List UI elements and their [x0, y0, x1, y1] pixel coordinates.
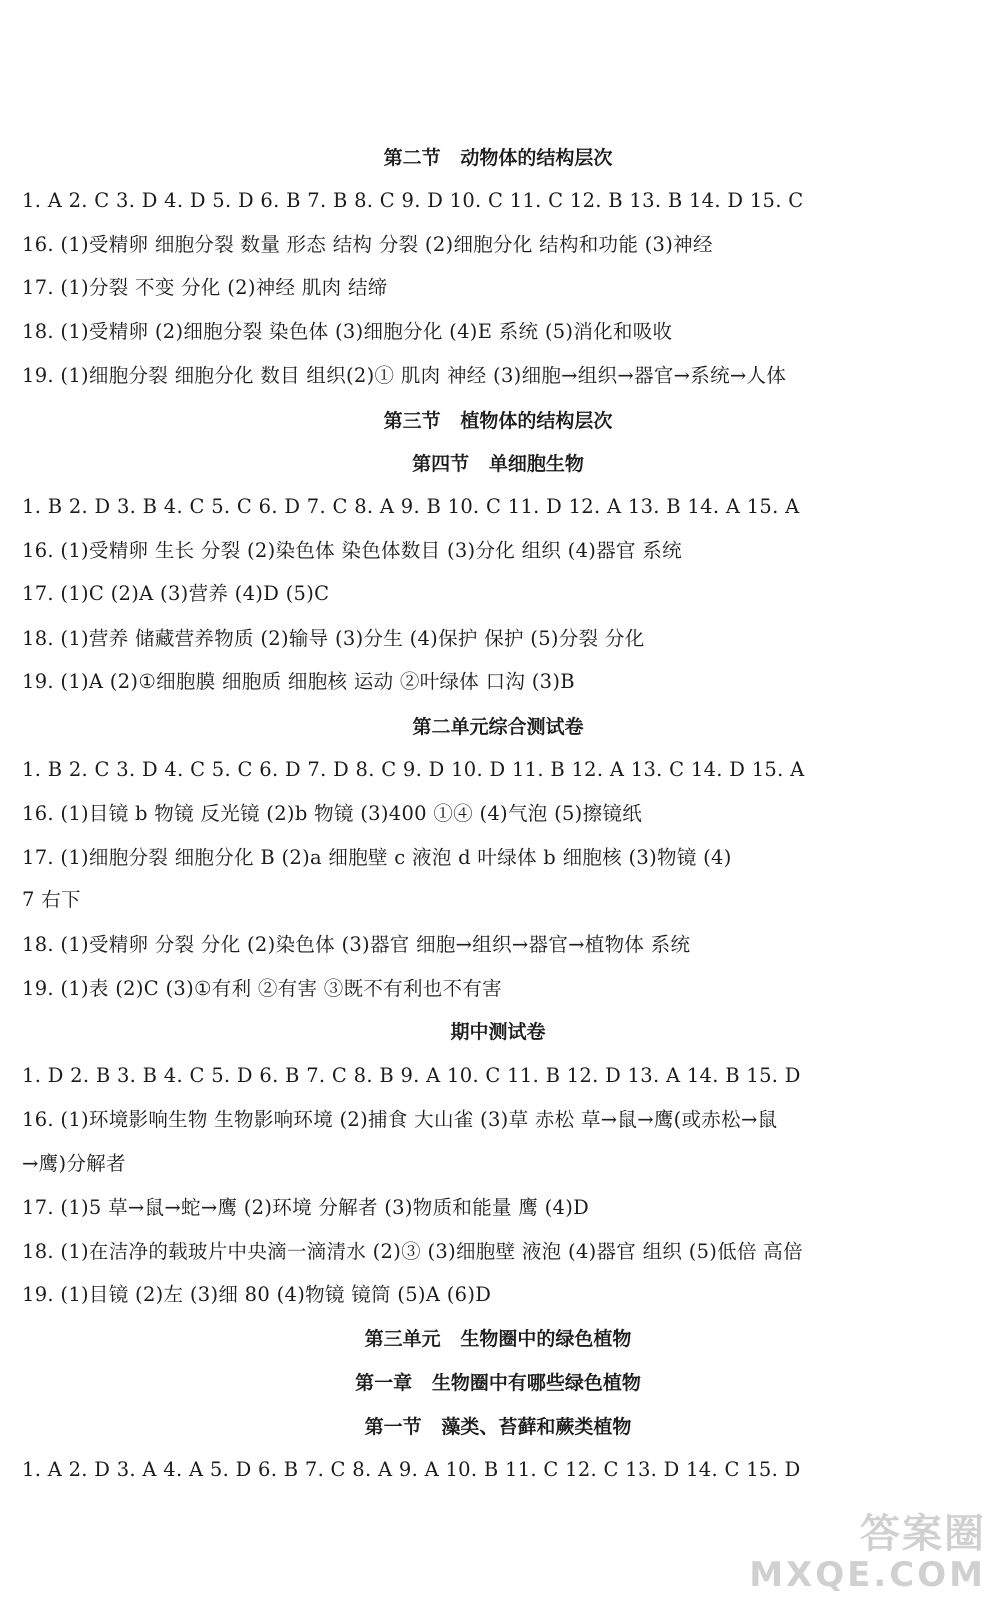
answer-line: 19. (1)目镜 (2)左 (3)细 80 (4)物镜 镜筒 (5)A (6)D: [22, 1283, 492, 1306]
answer-line: 19. (1)A (2)①细胞膜 细胞质 细胞核 运动 ②叶绿体 口沟 (3)B: [22, 670, 575, 693]
answer-line: 1. B 2. D 3. B 4. C 5. C 6. D 7. C 8. A 9. B 10. C 11. D 12. A 13. B 14. A 15. A: [22, 495, 800, 518]
section-heading: 期中测试卷: [450, 1021, 546, 1043]
answer-line: 18. (1)营养 储藏营养物质 (2)输导 (3)分生 (4)保护 保护 (5)分裂 分化: [22, 627, 645, 650]
answer-line: 16. (1)受精卵 细胞分裂 数量 形态 结构 分裂 (2)细胞分化 结构和功能 (3)神经: [22, 233, 713, 256]
answer-line: 19. (1)表 (2)C (3)①有利 ②有害 ③既不有利也不有害: [22, 977, 502, 1000]
answer-line: 18. (1)受精卵 分裂 分化 (2)染色体 (3)器官 细胞→组织→器官→植物体 系统: [22, 933, 691, 956]
answer-line: 7 右下: [22, 888, 81, 911]
section-heading: 第四节 单细胞生物: [412, 453, 584, 475]
section-heading: 第一节 藻类、苔藓和蕨类植物: [364, 1416, 632, 1438]
section-heading: 第三节 植物体的结构层次: [383, 410, 613, 432]
section-heading: 第一章 生物圈中有哪些绿色植物: [355, 1372, 641, 1394]
answer-line: 17. (1)C (2)A (3)营养 (4)D (5)C: [22, 582, 330, 605]
section-heading: 第二单元综合测试卷: [412, 716, 584, 738]
answer-line: 1. D 2. B 3. B 4. C 5. D 6. B 7. C 8. B 9. A 10. C 11. B 12. D 13. A 14. B 15. D: [22, 1064, 801, 1087]
watermark-logo: [749, 1512, 986, 1594]
answer-line: 17. (1)细胞分裂 细胞分化 B (2)a 细胞壁 c 液泡 d 叶绿体 b 细胞核 (3)物镜 (4): [22, 846, 732, 869]
answer-line: 17. (1)分裂 不变 分化 (2)神经 肌肉 结缔: [22, 276, 388, 299]
answer-line: 19. (1)细胞分裂 细胞分化 数目 组织(2)① 肌肉 神经 (3)细胞→组织→器官→系统→人体: [22, 364, 787, 387]
section-heading: 第三单元 生物圈中的绿色植物: [364, 1328, 632, 1350]
answer-line: 1. A 2. D 3. A 4. A 5. D 6. B 7. C 8. A 9. A 10. B 11. C 12. C 13. D 14. C 15. D: [22, 1458, 801, 1481]
answer-line: 16. (1)受精卵 生长 分裂 (2)染色体 染色体数目 (3)分化 组织 (4)器官 系统: [22, 539, 682, 562]
watermark-bottom: MXQE.COM: [749, 1555, 986, 1595]
answer-line: 1. A 2. C 3. D 4. D 5. D 6. B 7. B 8. C 9. D 10. C 11. C 12. B 13. B 14. D 15. C: [22, 189, 804, 212]
answer-line: 1. B 2. C 3. D 4. C 5. C 6. D 7. D 8. C 9. D 10. D 11. B 12. A 13. C 14. D 15. A: [22, 758, 805, 781]
answer-line: 18. (1)受精卵 (2)细胞分裂 染色体 (3)细胞分化 (4)E 系统 (5)消化和吸收: [22, 320, 673, 343]
answer-line: 16. (1)环境影响生物 生物影响环境 (2)捕食 大山雀 (3)草 赤松 草→鼠→鹰(或赤松→鼠: [22, 1108, 778, 1131]
watermark-top: 答案圈: [860, 1511, 986, 1557]
answer-line: 17. (1)5 草→鼠→蛇→鹰 (2)环境 分解者 (3)物质和能量 鹰 (4)D: [22, 1196, 590, 1219]
answer-line: 16. (1)目镜 b 物镜 反光镜 (2)b 物镜 (3)400 ①④ (4)气泡 (5)擦镜纸: [22, 802, 642, 825]
answer-line: 18. (1)在洁净的载玻片中央滴一滴清水 (2)③ (3)细胞壁 液泡 (4)器官 组织 (5)低倍 高倍: [22, 1240, 803, 1263]
answer-line: →鹰)分解者: [22, 1152, 126, 1175]
section-heading: 第二节 动物体的结构层次: [383, 147, 613, 169]
